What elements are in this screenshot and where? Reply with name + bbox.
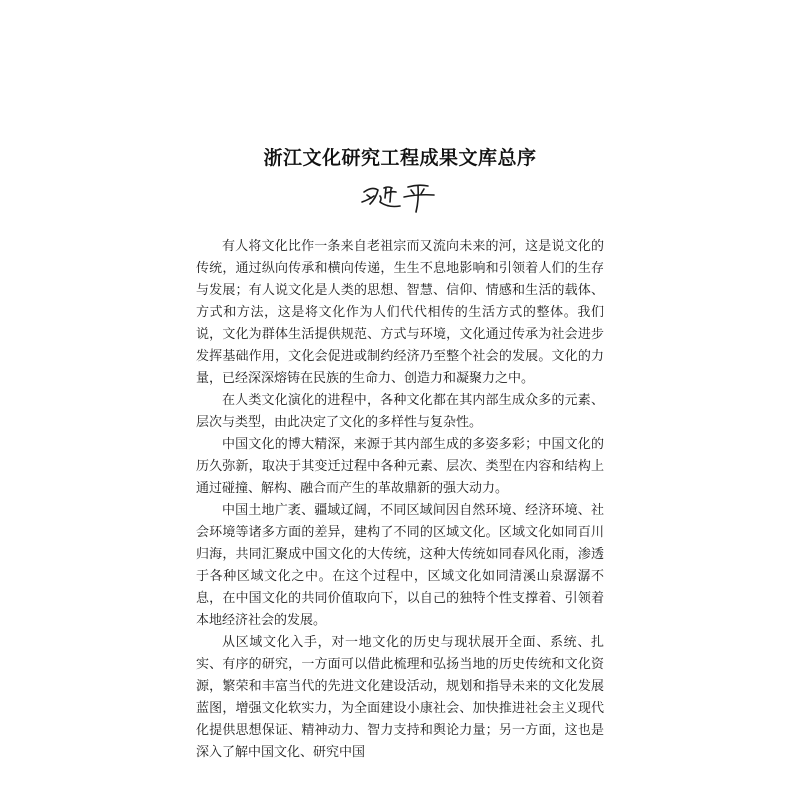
- body-text: [196, 236, 604, 764]
- paragraph-3: 中国文化的博大精深，来源于其内部生成的多姿多彩；中国文化的历久弥新，取决于其变迁过程中各种元素、层次、类型在内容和结构上通过碰撞、解构、融合而产生的革故鼎新的强大动力。: [196, 437, 604, 496]
- handwritten-signature: [358, 180, 448, 216]
- page-title: 浙江文化研究工程成果文库总序: [263, 147, 537, 169]
- paragraph-1: 有人将文化比作一条来自老祖宗而又流向未来的河，这是说文化的传统，通过纵向传承和横向传递，生生不息地影响和引领着人们的生存与发展；有人说文化是人类的思想、智慧、信仰、情感和生活的载体、方式和方法，这是将文化作为人们代代相传的生活方式的整体。我们说，文化为群体生活提供规范、方式与环境，文化通过传承为社会进步发挥基础作用，文化会促进或制约经济乃至整个社会的发展。文化的力量，已经深深熔铸在民族的生命力、创造力和凝聚力之中。: [196, 239, 604, 386]
- paragraph-4: 中国土地广袤、疆域辽阔，不同区域间因自然环境、经济环境、社会环境等诸多方面的差异，建构了不同的区域文化。区域文化如同百川归海，共同汇聚成中国文化的大传统，这种大传统如同春风化雨，渗透于各种区域文化之中。在这个过程中，区域文化如同清溪山泉潺潺不息，在中国文化的共同价值取向下，以自己的独特个性支撑着、引领着本地经济社会的发展。: [196, 503, 604, 628]
- paragraph-2: 在人类文化演化的进程中，各种文化都在其内部生成众多的元素、层次与类型，由此决定了文化的多样性与复杂性。: [196, 393, 604, 430]
- paragraph-5: 从区域文化入手，对一地文化的历史与现状展开全面、系统、扎实、有序的研究，一方面可以借此梳理和弘扬当地的历史传统和文化资源，繁荣和丰富当代的先进文化建设活动，规划和指导未来的文化发展蓝图，增强文化软实力，为全面建设小康社会、加快推进社会主义现代化提供思想保证、精神动力、智力支持和舆论力量；另一方面，这也是深入了解中国文化、研究中国: [196, 635, 604, 760]
